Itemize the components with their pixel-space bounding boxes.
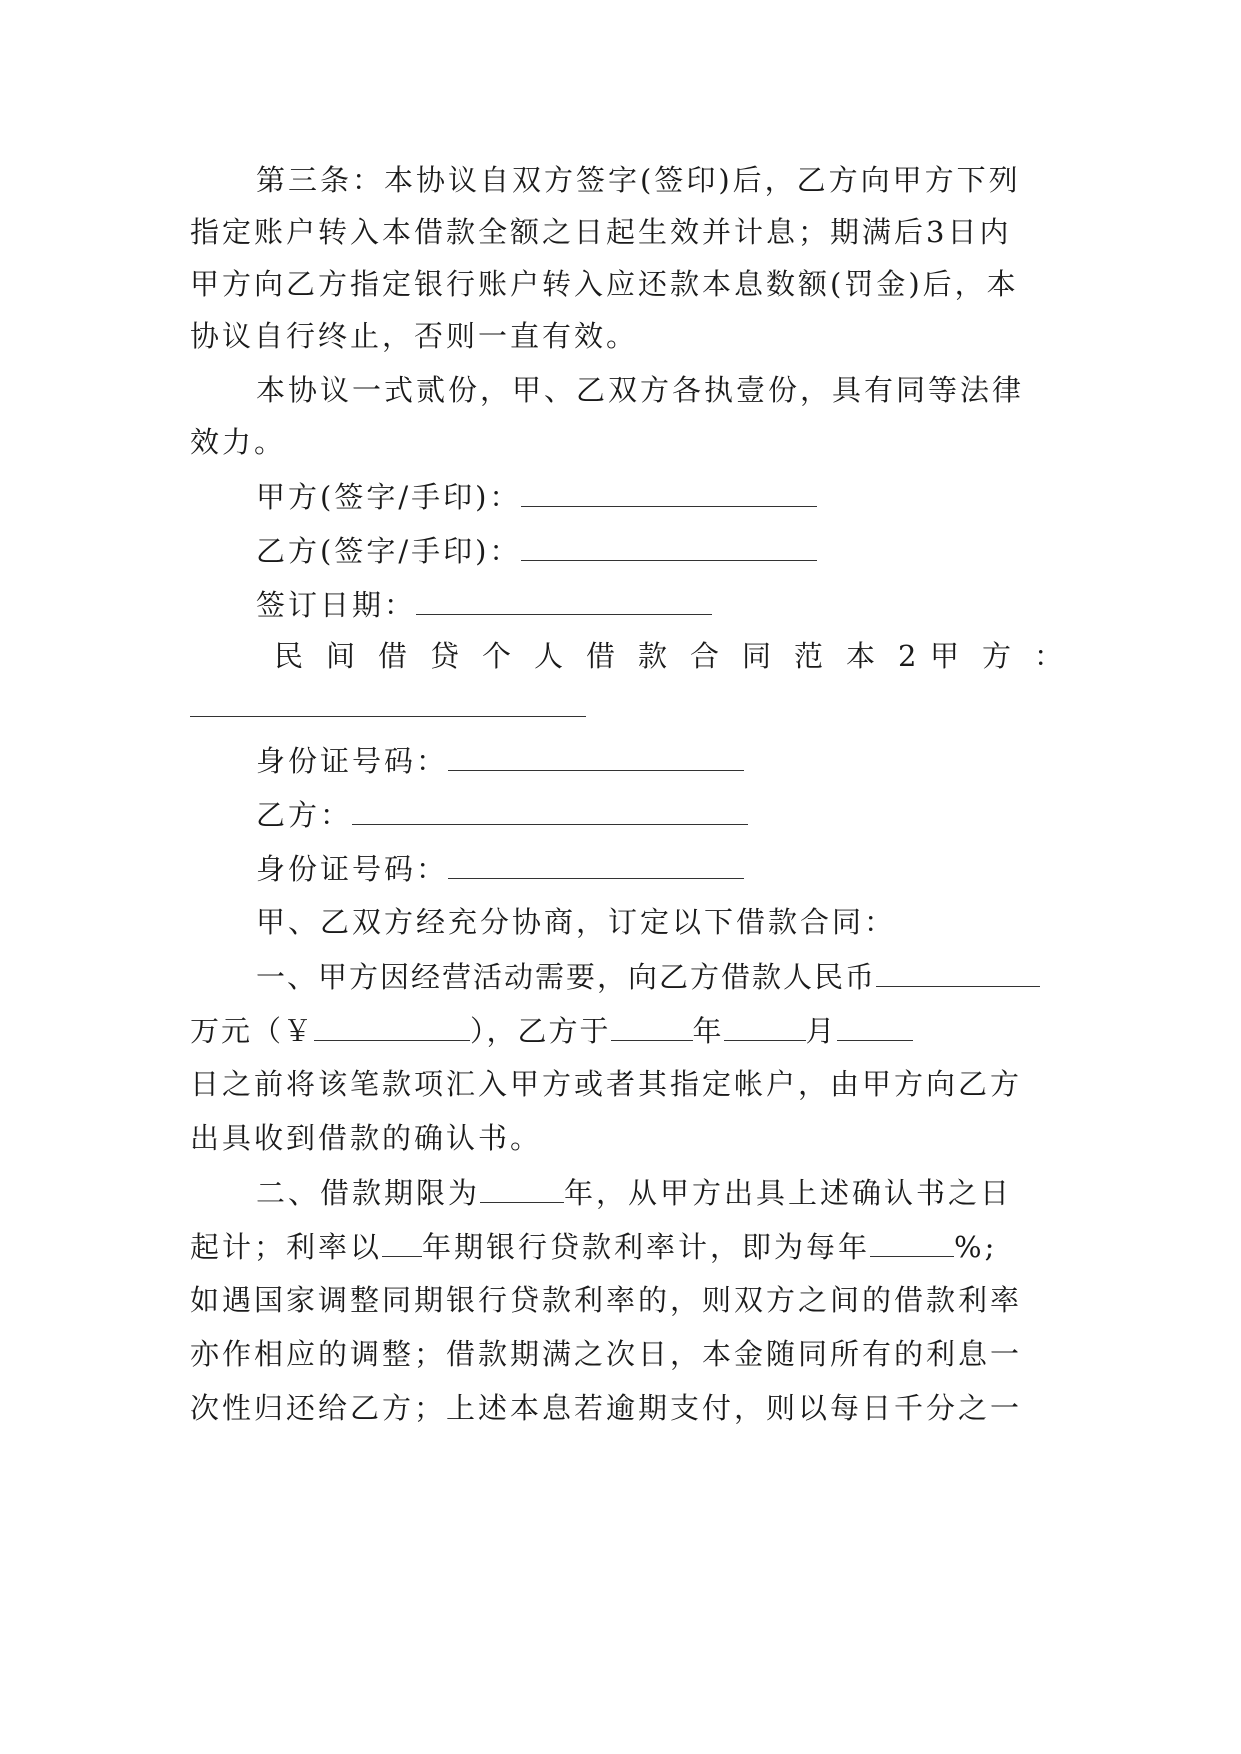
- clause1-line3: 日之前将该笔款项汇入甲方或者其指定帐户，由甲方向乙方: [190, 1067, 1023, 1101]
- loan-amount-figure-blank[interactable]: [314, 1010, 470, 1041]
- signature-party-b: [256, 530, 817, 571]
- loan-amount-blank[interactable]: [876, 956, 1040, 987]
- intro-line: 甲、乙双方经充分协商，订定以下借款合同：: [256, 905, 897, 939]
- article3-line1: 第三条：本协议自双方签字(签印)后，乙方向甲方下列: [256, 163, 1021, 197]
- clause2-percent: %;: [954, 1230, 998, 1264]
- signing-date-label: 签订日期：: [256, 588, 417, 622]
- clause2-line2: [190, 1226, 997, 1267]
- party-a-blank-line: [190, 686, 586, 727]
- transfer-day-blank[interactable]: [837, 1010, 913, 1041]
- signing-date-blank[interactable]: [416, 584, 712, 615]
- contract-heading: 民间借贷个人借款合同范本2: [274, 639, 940, 673]
- clause1-line2: [190, 1010, 913, 1051]
- annual-rate-blank[interactable]: [870, 1226, 954, 1257]
- id-number-b-label: 身份证号码：: [256, 852, 449, 886]
- clause2-line1-rest: 年，从甲方出具上述确认书之日: [564, 1176, 1013, 1210]
- clause2-rate-label: 起计；利率以: [190, 1230, 383, 1264]
- signature-party-b-blank[interactable]: [521, 530, 817, 561]
- article3-line4: 协议自行终止，否则一直有效。: [190, 319, 639, 353]
- party-a-label: 甲方：: [930, 639, 1087, 673]
- clause1-line4: 出具收到借款的确认书。: [190, 1121, 543, 1155]
- clause1-line1: [256, 956, 1040, 997]
- copies-line1: 本协议一式贰份，甲、乙双方各执壹份，具有同等法律: [256, 373, 1025, 407]
- clause1-year: 年: [692, 1014, 724, 1048]
- signature-party-a-blank[interactable]: [521, 476, 817, 507]
- article3-line3: 甲方向乙方指定银行账户转入应还款本息数额(罚金)后，本: [190, 267, 1019, 301]
- signature-party-a: [256, 476, 817, 517]
- signature-party-a-label: 甲方(签字/手印)：: [256, 480, 522, 514]
- signature-party-b-label: 乙方(签字/手印)：: [256, 534, 522, 568]
- id-number-b: [256, 848, 744, 889]
- signing-date: [256, 584, 712, 625]
- copies-line2: 效力。: [190, 425, 287, 459]
- clause2-line3: 如遇国家调整同期银行贷款利率的，则双方之间的借款利率: [190, 1283, 1023, 1317]
- party-b: [256, 794, 748, 835]
- id-number-b-blank[interactable]: [448, 848, 744, 879]
- party-a-blank[interactable]: [190, 686, 586, 717]
- article3-line2: [190, 212, 1052, 252]
- clause2-line4: 亦作相应的调整；借款期满之次日，本金随同所有的利息一: [190, 1337, 1023, 1371]
- clause1-month: 月: [805, 1014, 837, 1048]
- clause2-rate-text: 年期银行贷款利率计，即为每年: [422, 1230, 871, 1264]
- clause2-term-label: 二、借款期限为: [256, 1176, 481, 1210]
- clause2-line5: 次性归还给乙方；上述本息若逾期支付，则以每日千分之一: [190, 1391, 1023, 1425]
- transfer-month-blank[interactable]: [724, 1010, 806, 1041]
- rate-term-blank[interactable]: [382, 1226, 422, 1257]
- clause1-yifangyu: ），乙方于: [470, 1014, 611, 1048]
- party-b-label: 乙方：: [256, 798, 353, 832]
- loan-term-blank[interactable]: [480, 1172, 564, 1203]
- clause1-wanyuan: 万元（￥: [190, 1014, 315, 1048]
- party-b-blank[interactable]: [352, 794, 748, 825]
- id-number-a-label: 身份证号码：: [256, 744, 449, 778]
- id-number-a-blank[interactable]: [448, 740, 744, 771]
- id-number-a: [256, 740, 744, 781]
- clause1-line1-text: 一、甲方因经营活动需要，向乙方借款人民币: [256, 960, 877, 994]
- transfer-year-blank[interactable]: [611, 1010, 693, 1041]
- article3-line2-text: 指定账户转入本借款全额之日起生效并计息；期满后3日内: [190, 215, 1012, 249]
- clause2-line1: [256, 1172, 1012, 1213]
